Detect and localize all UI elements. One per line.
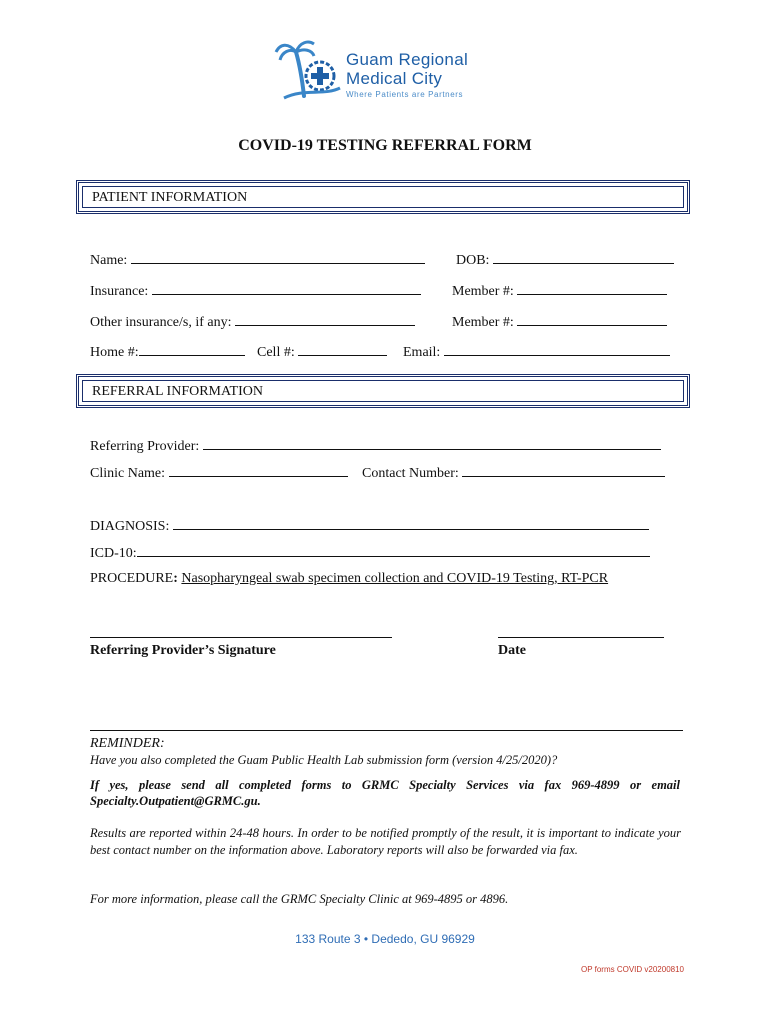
home-phone-input-line[interactable]: [139, 343, 245, 356]
procedure-value: Nasopharyngeal swab specimen collection and COVID-19 Testing, RT-PCR: [181, 571, 609, 586]
patient-info-header: [76, 180, 690, 214]
logo-tagline: Where Patients are Partners: [346, 90, 464, 99]
signature-label: Referring Provider’s Signature: [90, 643, 276, 658]
dob-input-line[interactable]: [493, 251, 674, 264]
insurance-input-line[interactable]: [152, 282, 421, 295]
member-label: Member #:: [452, 284, 514, 299]
cell-phone-field[interactable]: [257, 343, 387, 361]
diagnosis-field[interactable]: [90, 517, 649, 535]
cell-phone-input-line[interactable]: [298, 343, 387, 356]
date-label: Date: [498, 643, 526, 658]
email-label: Email:: [403, 345, 441, 360]
name-label: Name:: [90, 253, 128, 268]
referral-info-header: [76, 374, 690, 408]
divider: [90, 730, 683, 731]
logo-name-line1: Guam Regional: [346, 50, 469, 69]
diagnosis-label: DIAGNOSIS:: [90, 519, 170, 534]
reminder-line1: Have you also completed the Guam Public Health Lab submission form (version 4/25/2020)?: [90, 753, 558, 767]
patient-info-header-label: PATIENT INFORMATION: [92, 190, 248, 205]
name-input-line[interactable]: [131, 251, 425, 264]
form-version: OP forms COVID v20200810: [580, 965, 684, 974]
clinic-name-input-line[interactable]: [169, 464, 348, 477]
procedure-label: PROCEDURE: [90, 571, 174, 586]
member-number-2-field[interactable]: [452, 313, 667, 331]
signature-line[interactable]: [90, 637, 392, 638]
contact-number-input-line[interactable]: [462, 464, 665, 477]
dob-label: DOB:: [456, 253, 490, 268]
reminder-line3: Results are reported within 24-48 hours. In order to be notified promptly of the result, it is important to indicate your best contact number on the information above. Laboratory reports will also be forwarded via fax.: [90, 826, 681, 857]
member-number-field[interactable]: [452, 282, 667, 300]
clinic-name-field[interactable]: [90, 464, 348, 482]
name-field[interactable]: [90, 251, 425, 269]
procedure-row: [90, 571, 608, 587]
referring-provider-input-line[interactable]: [203, 437, 661, 450]
home-phone-field[interactable]: [90, 343, 245, 361]
clinic-name-label: Clinic Name:: [90, 466, 166, 481]
email-field[interactable]: [403, 343, 670, 361]
reminder-line4: For more information, please call the GRMC Specialty Clinic at 969-4895 or 4896.: [90, 892, 509, 906]
referral-info-header-label: REFERRAL INFORMATION: [92, 384, 263, 399]
other-insurance-label: Other insurance/s, if any:: [90, 315, 232, 330]
contact-number-field[interactable]: [362, 464, 665, 482]
insurance-field[interactable]: [90, 282, 421, 300]
date-line[interactable]: [498, 637, 664, 638]
member-2-input-line[interactable]: [517, 313, 667, 326]
diagnosis-input-line[interactable]: [173, 517, 649, 530]
icd10-field[interactable]: [90, 544, 650, 562]
form-title: COVID-19 TESTING REFERRAL FORM: [238, 137, 532, 154]
grmc-logo: [274, 38, 504, 104]
reminder-heading: REMINDER:: [90, 736, 165, 751]
referring-provider-field[interactable]: [90, 437, 661, 455]
icd10-input-line[interactable]: [137, 544, 650, 557]
icd10-label: ICD-10:: [90, 546, 137, 561]
insurance-label: Insurance:: [90, 284, 149, 299]
reminder-line2: If yes, please send all completed forms to GRMC Specialty Services via fax 969-4899 or email Specialty.Outpatient@GRMC.gu.: [90, 778, 680, 808]
contact-number-label: Contact Number:: [362, 466, 459, 481]
member-input-line[interactable]: [517, 282, 667, 295]
palm-cross-logo-icon: [274, 38, 344, 104]
email-input-line[interactable]: [444, 343, 670, 356]
logo-name-line2: Medical City: [346, 69, 443, 88]
cell-phone-label: Cell #:: [257, 345, 295, 360]
other-insurance-field[interactable]: [90, 313, 415, 331]
procedure-colon: :: [173, 571, 178, 586]
footer-address: 133 Route 3 • Dededo, GU 96929: [295, 932, 475, 946]
referring-provider-label: Referring Provider:: [90, 439, 200, 454]
other-insurance-input-line[interactable]: [235, 313, 415, 326]
home-phone-label: Home #:: [90, 345, 139, 360]
dob-field[interactable]: [456, 251, 674, 269]
member-2-label: Member #:: [452, 315, 514, 330]
